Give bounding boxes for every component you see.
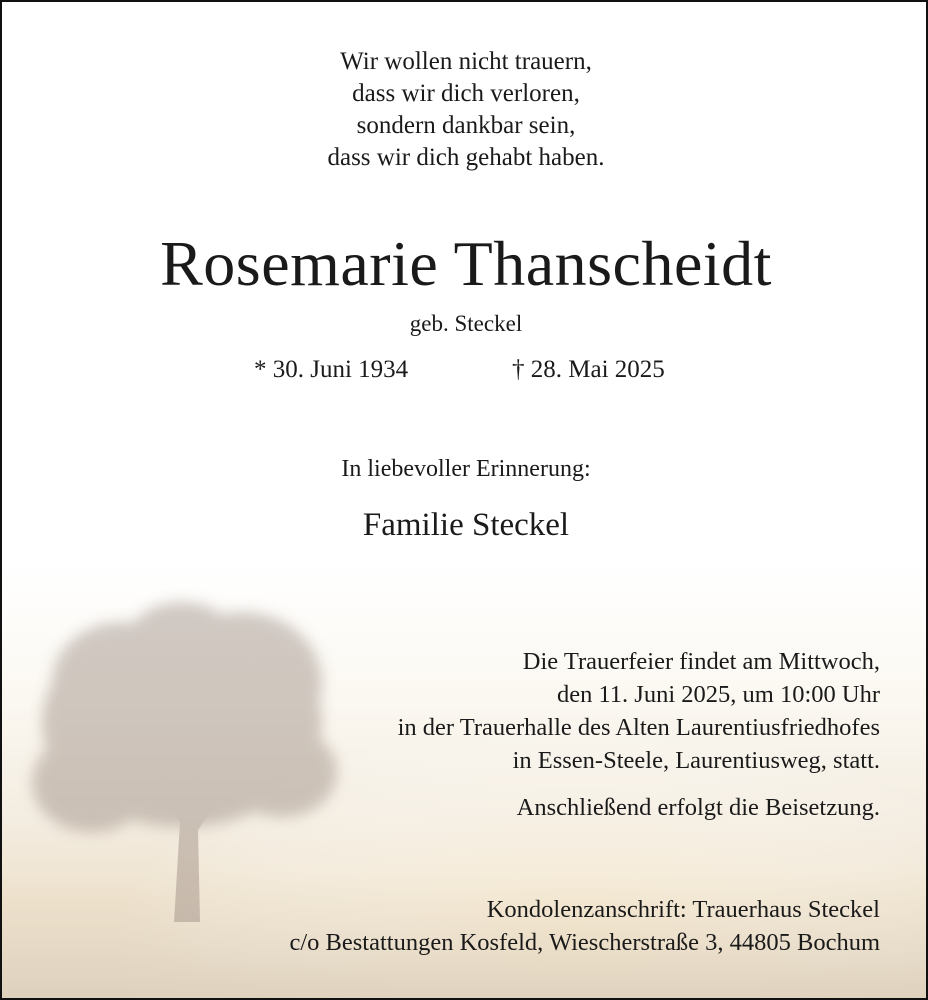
poem-line: dass wir dich gehabt haben. (327, 144, 605, 171)
family-signature: Familie Steckel (362, 507, 570, 543)
poem-line: dass wir dich verloren, (352, 80, 580, 107)
deceased-name: Rosemarie Thanscheidt (160, 228, 772, 299)
ceremony-line: in der Trauerhalle des Alten Laurentiusfriedhofes (397, 714, 880, 741)
contact-line: c/o Bestattungen Kosfeld, Wiescherstraße 3, 44805 Bochum (289, 929, 880, 956)
ceremony-info (398, 645, 880, 777)
ceremony-line: den 11. Juni 2025, um 10:00 Uhr (556, 681, 880, 708)
contact-line: Kondolenzanschrift: Trauerhaus Steckel (486, 896, 880, 923)
memory-line: In liebevoller Erinnerung: (341, 456, 591, 482)
death-date: † 28. Mai 2025 (512, 356, 665, 383)
burial-info: Anschließend erfolgt die Beisetzung. (516, 794, 880, 821)
poem (2, 46, 928, 174)
poem-line: Wir wollen nicht trauern, (340, 48, 592, 75)
condolence-address (289, 893, 880, 959)
ceremony-line: Die Trauerfeier findet am Mittwoch, (522, 648, 880, 675)
poem-line: sondern dankbar sein, (356, 112, 576, 139)
maiden-name: geb. Steckel (409, 311, 523, 336)
birth-date: * 30. Juni 1934 (254, 356, 409, 383)
ceremony-line: in Essen-Steele, Laurentiusweg, statt. (512, 747, 880, 774)
